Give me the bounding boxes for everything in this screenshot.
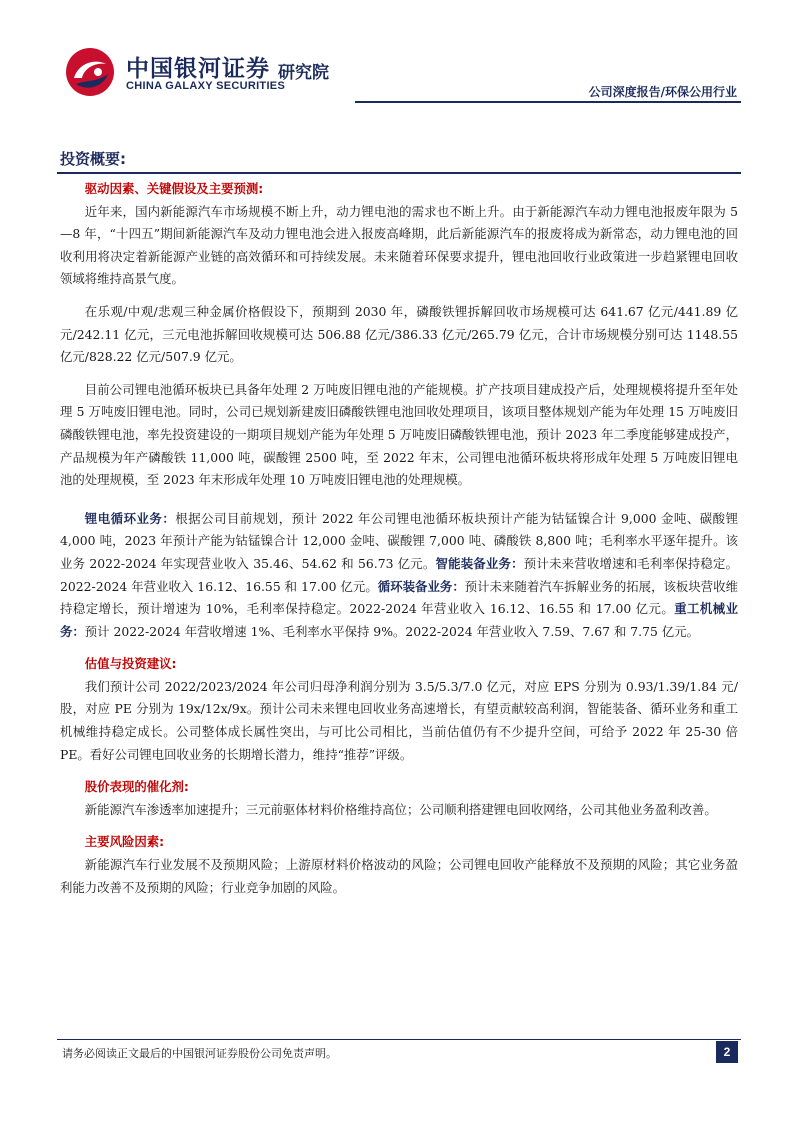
smart-equipment-label: 智能装备业务： (435, 555, 524, 571)
page-number: 2 (716, 1041, 738, 1063)
lithium-recycling-text: 根据公司目前规划，预计 2022 年公司锂电池循环板块预计产能为钴锰镍合计 9,000 金吨、碳酸锂 4,000 吨，2023 年预计产能为钴锰镍合计 12,000 金吨、碳酸锂 7,000 吨、磷酸铁 8,800 吨；毛利率水平逐年提升。该业务 2022-2024 年实现营业收入 35.46、54.62 和 56.73 亿元。 (60, 510, 738, 571)
risks-paragraph: 新能源汽车行业发展不及预期风险；上游原材料价格波动的风险；公司锂电回收产能释放不及预期的风险；其它业务盈利能力改善不及预期的风险；行业竞争加剧的风险。 (60, 857, 738, 895)
business-forecast-paragraph (60, 508, 738, 644)
heavy-machinery-label: 重工机械业务： (60, 601, 738, 639)
lithium-recycling-label: 锂电循环业务： (84, 510, 176, 526)
valuation-heading: 估值与投资建议: (84, 656, 177, 672)
section-title: 投资概要: (60, 150, 126, 168)
recycling-equipment-text: 预计未来随着汽车拆解业务的拓展，该板块营收维持稳定增长，预计增速为 10%，毛利率保持稳定。2022-2024 年营业收入 16.12、16.55 和 17.00 亿元。 (60, 578, 739, 617)
header-divider (355, 101, 741, 103)
drivers-paragraph-3: 目前公司锂电池循环板块已具备年处理 2 万吨废旧锂电池的产能规模。扩产技项目建成投产后，处理规模将提升至年处理 5 万吨废旧锂电池。同时，公司已规划新建废旧磷酸铁锂电池回收处理项目，该项目整体规划产能为年处理 15 万吨废旧磷酸铁锂电池，率先投资建设的一期项目规划产能为年处理 5 万吨废旧磷酸铁锂电池，预计 2023 年二季度能够建成投产，产品规模为年产磷酸铁 11,000 吨，碳酸锂 2500 吨，至 2022 年末，公司锂电池循环板块将形成年处理 5 万吨废旧锂电池的处理规模，至 2023 年末形成年处理 10 万吨废旧锂电池的处理规模。 (60, 381, 738, 488)
footer-disclaimer: 请务必阅读正文最后的中国银河证券股份公司免责声明。 (62, 1047, 337, 1060)
report-body (60, 178, 738, 899)
heavy-machinery-text: 预计 2022-2024 年营收增速 1%、毛利率水平保持 9%。2022-2024 年营业收入 7.59、7.67 和 7.75 亿元。 (84, 623, 699, 639)
drivers-heading: 驱动因素、关键假设及主要预测: (84, 181, 264, 196)
company-logo (60, 42, 360, 102)
drivers-paragraph-1: 近年来，国内新能源汽车市场规模不断上升，动力锂电池的需求也不断上升。由于新能源汽车动力锂电池报废年限为 5—8 年，“十四五”期间新能源汽车及动力锂电池会进入报废高峰期，此后新能源汽车的报废将成为新常态，动力锂电池的回收利用将决定着新能源产业链的高效循环和可持续发展。未来随着环保要求提升，锂电池回收行业政策进一步趋紧锂电回收领域将维持高景气度。 (60, 203, 738, 287)
catalysts-heading: 股价表现的催化剂: (84, 779, 189, 795)
logo-suffix-text: 研究院 (278, 63, 329, 83)
section-divider (57, 172, 741, 174)
footer-divider (57, 1039, 741, 1040)
risks-heading: 主要风险因素: (84, 834, 165, 850)
catalysts-paragraph: 新能源汽车渗透率加速提升；三元前驱体材料价格维持高位；公司顺利搭建锂电回收网络，公司其他业务盈利改善。 (84, 801, 717, 817)
drivers-paragraph-2: 在乐观/中观/悲观三种金属价格假设下，预期到 2030 年，磷酸铁锂拆解回收市场规模可达 641.67 亿元/441.89 亿元/242.11 亿元，三元电池拆解回收规模可达 506.88 亿元/386.33 亿元/265.79 亿元，合计市场规模分别可达 1148.55 亿元/828.22 亿元/507.9 亿元。 (60, 303, 738, 365)
recycling-equipment-label: 循环装备业务： (377, 578, 465, 594)
galaxy-swirl-icon (64, 46, 116, 98)
report-type: 公司深度报告/环保公用行业 (588, 85, 737, 99)
logo-cn-text: 中国银河证券 (126, 56, 270, 82)
smart-equipment-text: 预计未来营收增速和毛利率保持稳定。2022-2024 年营业收入 16.12、16.55 和 17.00 亿元。 (60, 555, 739, 594)
logo-en-text: CHINA GALAXY SECURITIES (126, 80, 286, 92)
valuation-paragraph: 我们预计公司 2022/2023/2024 年公司归母净利润分别为 3.5/5.3/7.0 亿元，对应 EPS 分别为 0.93/1.39/1.84 元/股，对应 PE 分别为 19x/12x/9x。预计公司未来锂电回收业务高速增长，有望贡献较高利润，智能装备、循环业务和重工机械维持稳定成长。公司整体成长属性突出，与可比公司相比，当前估值仍有不少提升空间，可给予 2022 年 25-30 倍 PE。看好公司锂电回收业务的长期增长潜力，维持“推荐”评级。 (60, 678, 738, 762)
